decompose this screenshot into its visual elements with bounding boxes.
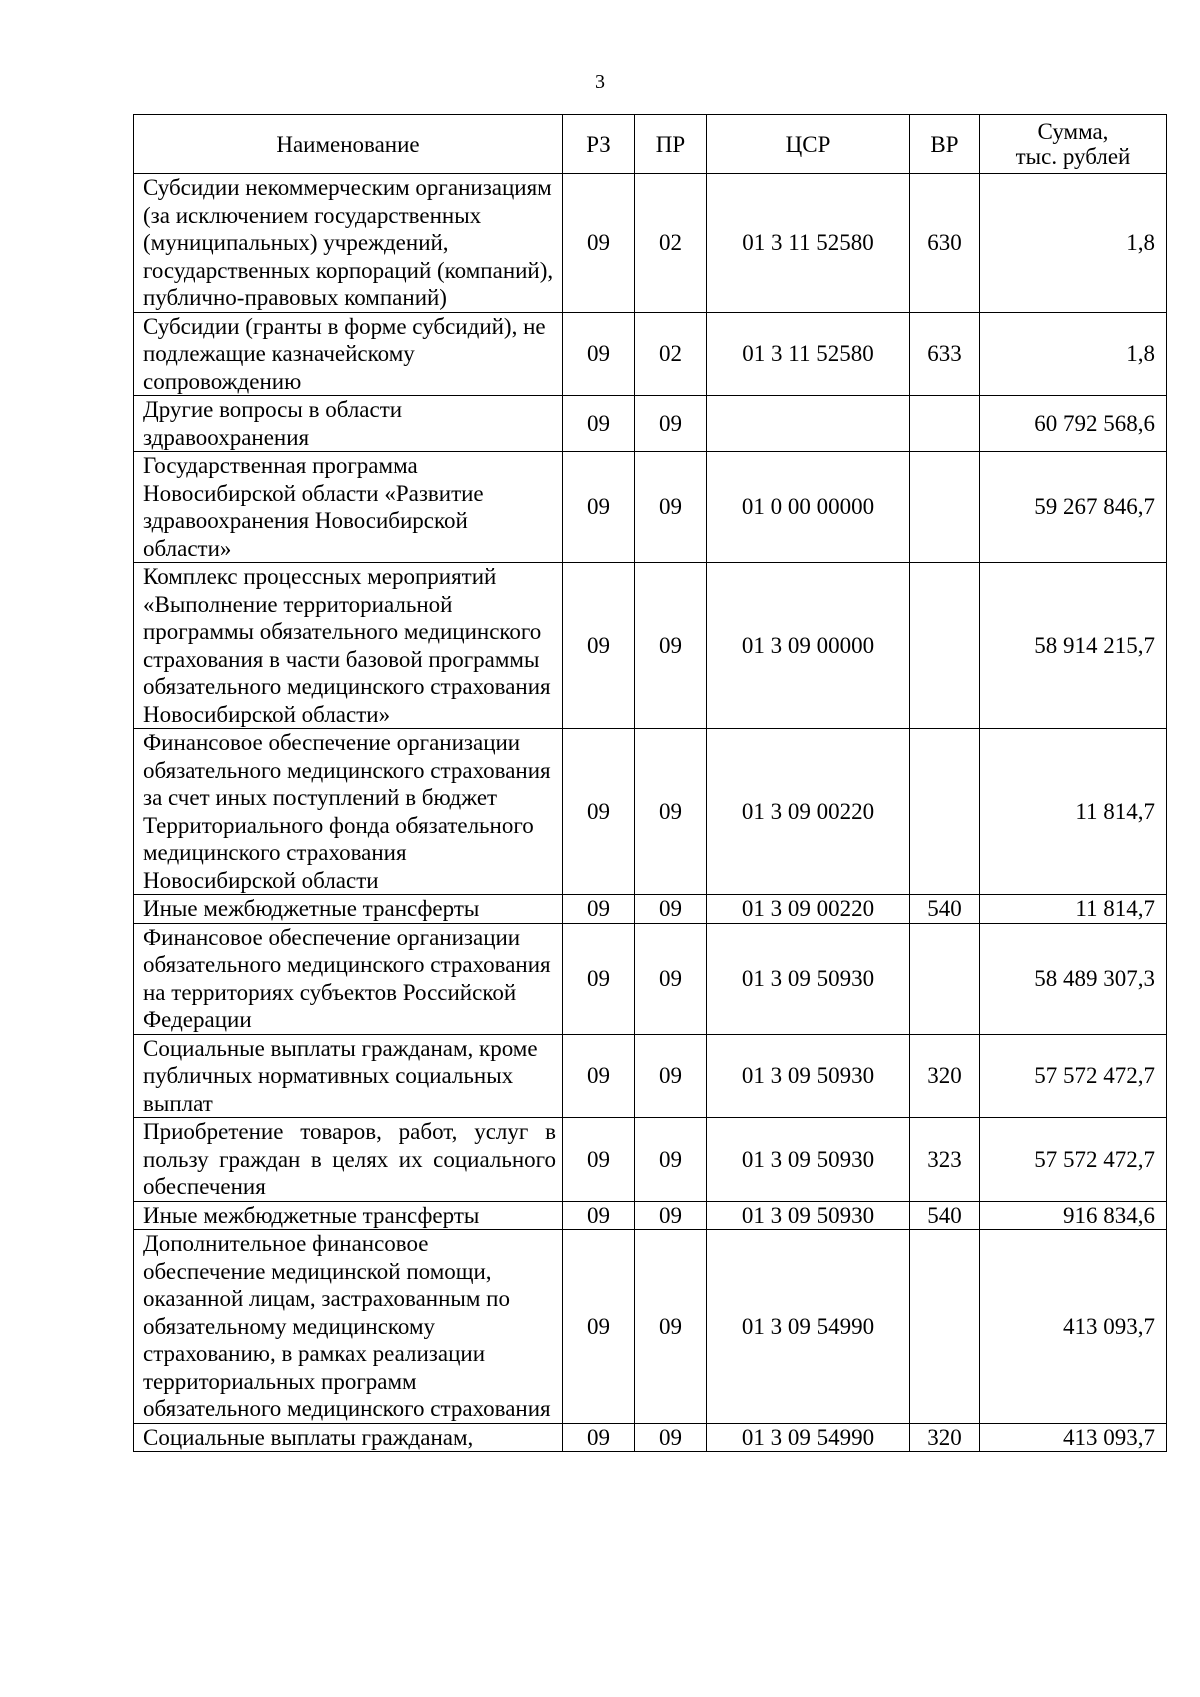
- cell-name: Субсидии некоммерческим организациям (за исключением государственных (муниципальных) учреждений, государственных корпораций (компаний), публично-правовых компаний): [134, 174, 563, 313]
- cell-pr: 09: [635, 396, 707, 452]
- cell-csr: 01 3 09 50930: [707, 923, 910, 1034]
- cell-pr: 09: [635, 729, 707, 895]
- cell-name: Социальные выплаты гражданам, кроме публичных нормативных социальных выплат: [134, 1034, 563, 1118]
- cell-csr: 01 3 09 50930: [707, 1118, 910, 1202]
- cell-sum: 58 489 307,3: [980, 923, 1167, 1034]
- table-row: [134, 563, 1167, 729]
- cell-name: Государственная программа Новосибирской области «Развитие здравоохранения Новосибирской области»: [134, 452, 563, 563]
- header-sum: [980, 115, 1167, 174]
- table-header-row: [134, 115, 1167, 174]
- cell-sum: 58 914 215,7: [980, 563, 1167, 729]
- cell-rz: 09: [563, 729, 635, 895]
- cell-csr: 01 3 09 00220: [707, 895, 910, 924]
- cell-name: Субсидии (гранты в форме субсидий), не подлежащие казначейскому сопровождению: [134, 312, 563, 396]
- cell-pr: 09: [635, 1201, 707, 1230]
- cell-csr: 01 3 09 50930: [707, 1034, 910, 1118]
- cell-csr: 01 3 09 00220: [707, 729, 910, 895]
- cell-name: Социальные выплаты гражданам,: [134, 1423, 563, 1452]
- cell-name: Дополнительное финансовое обеспечение медицинской помощи, оказанной лицам, застрахованным по обязательному медицинскому страхованию, в рамках реализации территориальных программ обязательного медицинского страхования: [134, 1230, 563, 1424]
- cell-rz: 09: [563, 923, 635, 1034]
- cell-pr: 09: [635, 1230, 707, 1424]
- table-body: [134, 174, 1167, 1452]
- cell-vr: 630: [910, 174, 980, 313]
- header-sum-line2: тыс. рублей: [1015, 144, 1131, 169]
- cell-vr: [910, 563, 980, 729]
- table-row: [134, 1230, 1167, 1424]
- table-row: [134, 1423, 1167, 1452]
- cell-name: Иные межбюджетные трансферты: [134, 895, 563, 924]
- cell-name: Приобретение товаров, работ, услуг в пользу граждан в целях их социального обеспечения: [134, 1118, 563, 1202]
- table-row: [134, 1034, 1167, 1118]
- header-name: Наименование: [134, 115, 563, 174]
- cell-sum: 60 792 568,6: [980, 396, 1167, 452]
- cell-pr: 09: [635, 563, 707, 729]
- cell-pr: 09: [635, 895, 707, 924]
- table-row: [134, 1201, 1167, 1230]
- cell-vr: [910, 1230, 980, 1424]
- cell-csr: 01 3 09 54990: [707, 1230, 910, 1424]
- cell-name: Финансовое обеспечение организации обязательного медицинского страхования за счет иных поступлений в бюджет Территориального фонда обязательного медицинского страхования Новосибирской области: [134, 729, 563, 895]
- cell-sum: 916 834,6: [980, 1201, 1167, 1230]
- cell-sum: 57 572 472,7: [980, 1118, 1167, 1202]
- table-row: [134, 452, 1167, 563]
- cell-rz: 09: [563, 1423, 635, 1452]
- cell-csr: 01 3 09 54990: [707, 1423, 910, 1452]
- cell-sum: 57 572 472,7: [980, 1034, 1167, 1118]
- cell-vr: 320: [910, 1034, 980, 1118]
- cell-sum: 413 093,7: [980, 1230, 1167, 1424]
- cell-rz: 09: [563, 452, 635, 563]
- cell-name: Иные межбюджетные трансферты: [134, 1201, 563, 1230]
- cell-name: Другие вопросы в области здравоохранения: [134, 396, 563, 452]
- table-row: [134, 1118, 1167, 1202]
- cell-pr: 09: [635, 1034, 707, 1118]
- cell-sum: 1,8: [980, 174, 1167, 313]
- cell-name: Комплекс процессных мероприятий «Выполнение территориальной программы обязательного медицинского страхования в части базовой программы обязательного медицинского страхования Новосибирской области»: [134, 563, 563, 729]
- cell-pr: 09: [635, 1118, 707, 1202]
- cell-rz: 09: [563, 396, 635, 452]
- cell-sum: 413 093,7: [980, 1423, 1167, 1452]
- table-row: [134, 174, 1167, 313]
- table-row: [134, 312, 1167, 396]
- cell-rz: 09: [563, 312, 635, 396]
- cell-csr: 01 0 00 00000: [707, 452, 910, 563]
- cell-rz: 09: [563, 1034, 635, 1118]
- cell-rz: 09: [563, 1201, 635, 1230]
- table-row: [134, 729, 1167, 895]
- cell-vr: 540: [910, 895, 980, 924]
- cell-csr: 01 3 09 00000: [707, 563, 910, 729]
- cell-rz: 09: [563, 563, 635, 729]
- header-rz: РЗ: [563, 115, 635, 174]
- cell-vr: [910, 923, 980, 1034]
- cell-sum: 11 814,7: [980, 729, 1167, 895]
- cell-vr: 323: [910, 1118, 980, 1202]
- header-pr: ПР: [635, 115, 707, 174]
- cell-csr: 01 3 11 52580: [707, 312, 910, 396]
- cell-vr: [910, 729, 980, 895]
- cell-rz: 09: [563, 1230, 635, 1424]
- cell-csr: 01 3 11 52580: [707, 174, 910, 313]
- header-sum-line1: Сумма,: [1037, 119, 1109, 144]
- cell-pr: 02: [635, 174, 707, 313]
- cell-pr: 09: [635, 1423, 707, 1452]
- cell-vr: [910, 452, 980, 563]
- cell-csr: [707, 396, 910, 452]
- cell-sum: 59 267 846,7: [980, 452, 1167, 563]
- cell-csr: 01 3 09 50930: [707, 1201, 910, 1230]
- header-csr: ЦСР: [707, 115, 910, 174]
- cell-pr: 09: [635, 923, 707, 1034]
- cell-vr: 633: [910, 312, 980, 396]
- cell-sum: 1,8: [980, 312, 1167, 396]
- cell-vr: [910, 396, 980, 452]
- cell-pr: 02: [635, 312, 707, 396]
- cell-vr: 320: [910, 1423, 980, 1452]
- cell-rz: 09: [563, 895, 635, 924]
- page-number: 3: [595, 71, 605, 93]
- cell-vr: 540: [910, 1201, 980, 1230]
- header-vr: ВР: [910, 115, 980, 174]
- table-row: [134, 923, 1167, 1034]
- cell-pr: 09: [635, 452, 707, 563]
- budget-table: [133, 114, 1167, 1452]
- cell-sum: 11 814,7: [980, 895, 1167, 924]
- cell-rz: 09: [563, 174, 635, 313]
- cell-rz: 09: [563, 1118, 635, 1202]
- table-row: [134, 396, 1167, 452]
- table-row: [134, 895, 1167, 924]
- cell-name: Финансовое обеспечение организации обязательного медицинского страхования на территориях субъектов Российской Федерации: [134, 923, 563, 1034]
